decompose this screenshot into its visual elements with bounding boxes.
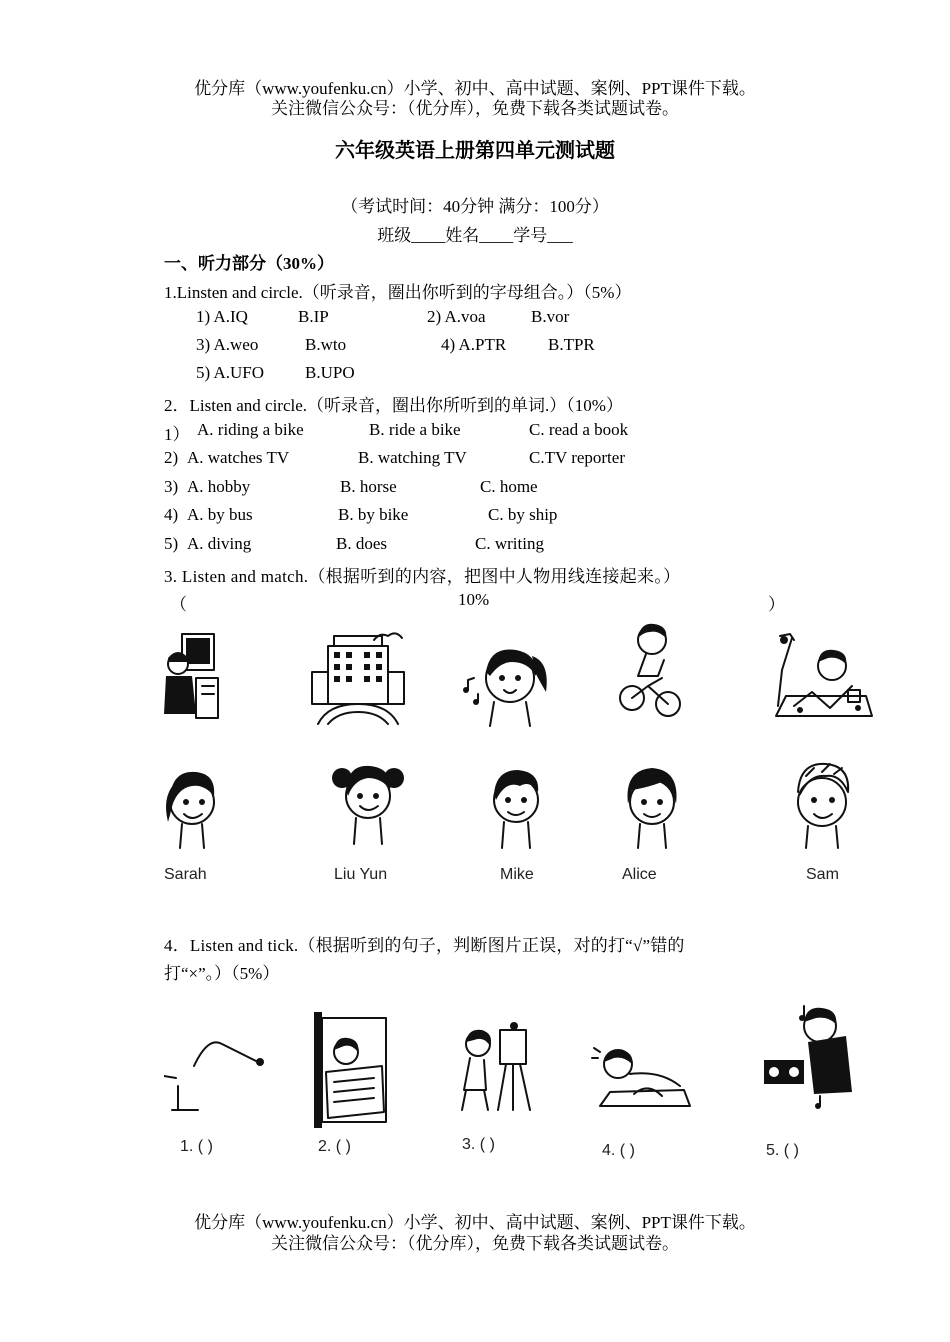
exam-info: （考试时间：40分钟 满分：100分） <box>341 197 609 216</box>
q2-option: B. by bike <box>338 505 409 524</box>
q1-instruction: 1.Linsten and circle.（听录音，圈出你听到的字母组合。）（5%） <box>164 283 632 302</box>
q2-number: 2) <box>164 448 179 467</box>
q2-number: 3) <box>164 477 179 496</box>
sam-face-picture <box>786 752 858 852</box>
q2-option: A. riding a bike <box>197 420 304 439</box>
q4-answer-5[interactable]: 5. ( ) <box>766 1142 799 1159</box>
q4-answer-2[interactable]: 2. ( ) <box>318 1138 351 1155</box>
name-label-mike: Mike <box>500 866 534 883</box>
section-heading-listening: 一、听力部分（30%） <box>164 254 334 273</box>
q3-percent: 10% <box>458 590 490 609</box>
q2-option: C. read a book <box>529 420 629 439</box>
boy-riding-bike-picture <box>618 620 684 724</box>
q1-option: B.IP <box>298 307 329 326</box>
name-label-sarah: Sarah <box>164 866 207 883</box>
header-line-2: 关注微信公众号：（优分库），免费下载各类试题试卷。 <box>271 99 679 118</box>
q2-option: A. hobby <box>187 477 251 496</box>
q2-option: B. horse <box>340 477 397 496</box>
painting-picture <box>456 1020 538 1114</box>
q2-number: 5) <box>164 534 179 553</box>
sarah-face-picture <box>162 758 222 854</box>
q3-paren-open: （ <box>170 595 187 614</box>
student-info: 班级____姓名____学号___ <box>377 226 573 245</box>
q1-option: 2) A.voa <box>427 307 486 326</box>
q2-option: C.TV reporter <box>529 448 625 467</box>
q4-instruction-line-1: 4．Listen and tick.（根据听到的句子，判断图片正误，对的打“√”错的 <box>164 936 685 955</box>
header-line-1: 优分库（www.youfenku.cn）小学、初中、高中试题、案例、PPT课件下载。 <box>194 79 756 98</box>
q1-option: B.UPO <box>305 363 355 382</box>
q2-option: B. does <box>336 534 387 553</box>
q3-paren-close: ） <box>768 595 785 614</box>
q4-answer-4[interactable]: 4. ( ) <box>602 1142 635 1159</box>
name-label-alice: Alice <box>622 866 657 883</box>
q1-option: B.TPR <box>548 335 595 354</box>
q1-option: 3) A.weo <box>196 335 259 354</box>
q3-instruction: 3. Listen and match.（根据听到的内容，把图中人物用线连接起来。） <box>164 567 681 586</box>
building-picture <box>308 628 408 726</box>
q4-answer-1[interactable]: 1. ( ) <box>180 1138 213 1155</box>
q2-option: C. home <box>480 477 538 496</box>
q1-option: 4) A.PTR <box>441 335 507 354</box>
q2-option: B. ride a bike <box>369 420 461 439</box>
q4-answer-3[interactable]: 3. ( ) <box>462 1136 495 1153</box>
liu-yun-face-picture <box>332 750 408 848</box>
diving-picture <box>164 1026 264 1116</box>
q2-option: A. diving <box>187 534 252 553</box>
q4-instruction-line-2: 打“×”。）（5%） <box>164 964 280 983</box>
footer-line-1: 优分库（www.youfenku.cn）小学、初中、高中试题、案例、PPT课件下载。 <box>194 1213 756 1232</box>
q2-option: C. writing <box>475 534 544 553</box>
q2-option: B. watching TV <box>358 448 467 467</box>
q2-option: A. watches TV <box>187 448 290 467</box>
name-label-sam: Sam <box>806 866 839 883</box>
mike-face-picture <box>486 756 546 852</box>
alice-face-picture <box>618 756 684 852</box>
q1-option: B.wto <box>305 335 347 354</box>
q2-number: 4) <box>164 505 179 524</box>
q1-option: 1) A.IQ <box>196 307 248 326</box>
boy-drawing-on-floor-picture <box>590 1034 696 1114</box>
reading-newspaper-picture <box>314 1012 390 1128</box>
singing-girl-picture <box>460 632 556 728</box>
q2-instruction: 2．Listen and circle.（听录音，圈出你所听到的单词.）（10%） <box>164 396 623 415</box>
tv-reporter-picture <box>162 628 226 724</box>
q1-option: B.vor <box>531 307 570 326</box>
listening-to-music-picture <box>760 996 860 1114</box>
name-label-liu-yun: Liu Yun <box>334 866 388 883</box>
boy-writing-desk-picture <box>772 630 876 726</box>
q2-option: A. by bus <box>187 505 253 524</box>
page-title: 六年级英语上册第四单元测试题 <box>335 140 615 162</box>
q1-option: 5) A.UFO <box>196 363 265 382</box>
q2-option: C. by ship <box>488 505 558 524</box>
footer-line-2: 关注微信公众号：（优分库），免费下载各类试题试卷。 <box>271 1234 679 1253</box>
q2-number: 1） <box>164 425 190 444</box>
